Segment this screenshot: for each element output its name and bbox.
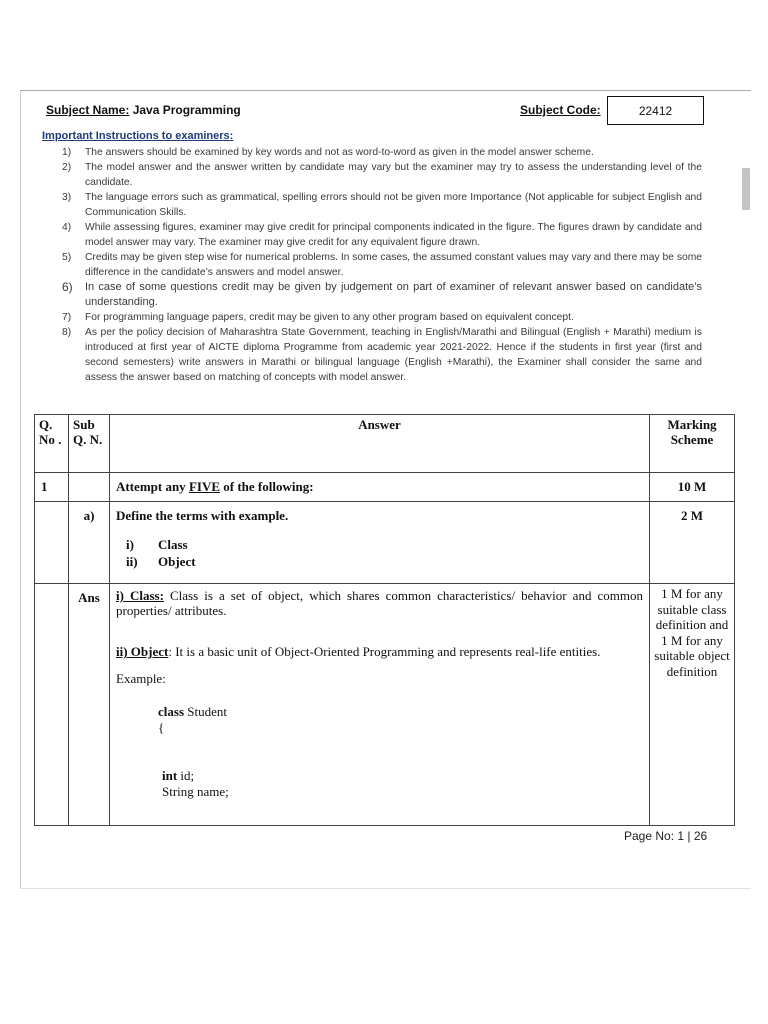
- instruction-number: 7): [62, 312, 72, 323]
- code-snippet: [158, 704, 643, 800]
- sub-question-cell: [110, 502, 650, 584]
- instruction-text: In case of some questions credit may be given by judgement on part of examiner of relevant answer based on candidate’s understanding.: [85, 281, 702, 308]
- q-number: 1: [35, 473, 69, 502]
- instruction-text: For programming language papers, credit may be given to any other program based on equivalent concept.: [85, 312, 574, 323]
- empty-cell: [35, 502, 69, 584]
- subject-name-value: Java Programming: [129, 103, 241, 117]
- table-row: [35, 502, 735, 584]
- attempt-emphasis: FIVE: [188, 479, 220, 494]
- instruction-item: [62, 280, 702, 310]
- instruction-number: 5): [62, 252, 72, 263]
- empty-cell: [69, 473, 110, 502]
- instruction-item: [62, 325, 702, 385]
- code-line: [158, 704, 643, 720]
- header-q-no: Q. No .: [35, 415, 69, 473]
- term-item: [126, 553, 643, 570]
- instruction-text: Credits may be given step wise for numerical problems. In some cases, the assumed constant values may vary and there may be some difference in the candidate’s answers and model answer.: [85, 252, 702, 278]
- instruction-item: [62, 250, 702, 280]
- code-spacer: [158, 736, 643, 768]
- subject-code-label: Subject Code:: [520, 103, 601, 117]
- instruction-number: 8): [62, 327, 72, 338]
- sub-question-label: a): [69, 502, 110, 584]
- instruction-number: 3): [62, 192, 72, 203]
- subject-code-box: 22412: [607, 96, 704, 125]
- instruction-text: As per the policy decision of Maharashtra State Government, teaching in English/Marathi and Bilingual (English + Marathi) medium is introduced at first year of AICTE diploma Programme from academic year 2021-2022. Hence if the students in first year (first and second semesters) write answers in Marathi or bilingual language (English +Marathi), the Examiner shall consider the same and assess the answer based on matching of concepts with model answer.: [85, 327, 702, 383]
- instruction-text: The answers should be examined by key words and not as word-to-word as given in the model answer scheme.: [85, 147, 594, 158]
- object-text: : It is a basic unit of Object-Oriented Programming and represents real-life entities.: [168, 644, 601, 659]
- instructions-list: [62, 145, 702, 385]
- q1-instruction: [110, 473, 650, 502]
- table-row: [35, 584, 735, 826]
- attempt-prefix: Attempt any: [116, 479, 189, 494]
- code-keyword: int: [162, 768, 178, 783]
- class-text: Class is a set of object, which shares common characteristics/ behavior and common properties/ attributes.: [116, 588, 643, 618]
- answer-label: Ans: [69, 584, 110, 826]
- instruction-text: The language errors such as grammatical, spelling errors should not be given more Importance (Not applicable for subject English and Communication Skills.: [85, 192, 702, 218]
- page-number: Page No: 1 | 26: [624, 829, 708, 843]
- instruction-item: [62, 160, 702, 190]
- instruction-item: [62, 145, 702, 160]
- example-label: Example:: [116, 671, 166, 686]
- subject-name: [46, 103, 241, 117]
- object-heading: ii) Object: [116, 644, 169, 659]
- code-keyword: class: [158, 704, 184, 719]
- answer-cell: [110, 584, 650, 826]
- code-line: {: [158, 720, 165, 735]
- instruction-number: 1): [62, 147, 72, 158]
- term-label: Class: [158, 537, 188, 552]
- sub-question-text: Define the terms with example.: [116, 508, 289, 523]
- attempt-suffix: of the following:: [220, 479, 314, 494]
- table-header-row: [35, 415, 735, 473]
- instruction-item: [62, 310, 702, 325]
- instruction-number: 4): [62, 222, 72, 233]
- table-row: [35, 473, 735, 502]
- code-text: Student: [184, 704, 227, 719]
- class-heading: i) Class:: [116, 588, 164, 603]
- instruction-item: [62, 190, 702, 220]
- subject-name-label: Subject Name:: [46, 103, 130, 117]
- instructions-title: Important Instructions to examiners:: [42, 130, 234, 142]
- term-roman: i): [126, 537, 134, 552]
- header-answer: Answer: [110, 415, 650, 473]
- instruction-number: 6): [62, 280, 73, 294]
- term-label: Object: [158, 554, 196, 569]
- instruction-number: 2): [62, 162, 72, 173]
- header-marking-scheme: Marking Scheme: [650, 415, 735, 473]
- code-line: String name;: [162, 784, 229, 799]
- q1-marks: 10 M: [650, 473, 735, 502]
- code-text: id;: [177, 768, 195, 783]
- answer-marking-scheme: 1 M for any suitable class definition and 1 M for any suitable object definition: [650, 584, 735, 826]
- term-item: [126, 536, 643, 553]
- class-definition: [116, 588, 643, 618]
- instruction-text: The model answer and the answer written by candidate may vary but the examiner may try to assess the understanding level of the candidate.: [85, 162, 702, 188]
- instruction-item: [62, 220, 702, 250]
- scrollbar-thumb[interactable]: [742, 168, 750, 210]
- term-list: [116, 536, 643, 570]
- code-line: [162, 768, 643, 784]
- term-roman: ii): [126, 554, 138, 569]
- header-sub-q: Sub Q. N.: [69, 415, 110, 473]
- object-definition: [116, 644, 643, 659]
- answer-table: [34, 414, 735, 826]
- sub-question-marks: 2 M: [650, 502, 735, 584]
- empty-cell: [35, 584, 69, 826]
- instruction-text: While assessing figures, examiner may give credit for principal components indicated in the figure. The figures drawn by candidate and model answer may vary. The examiner may give credit for any equivalent figure drawn.: [85, 222, 702, 248]
